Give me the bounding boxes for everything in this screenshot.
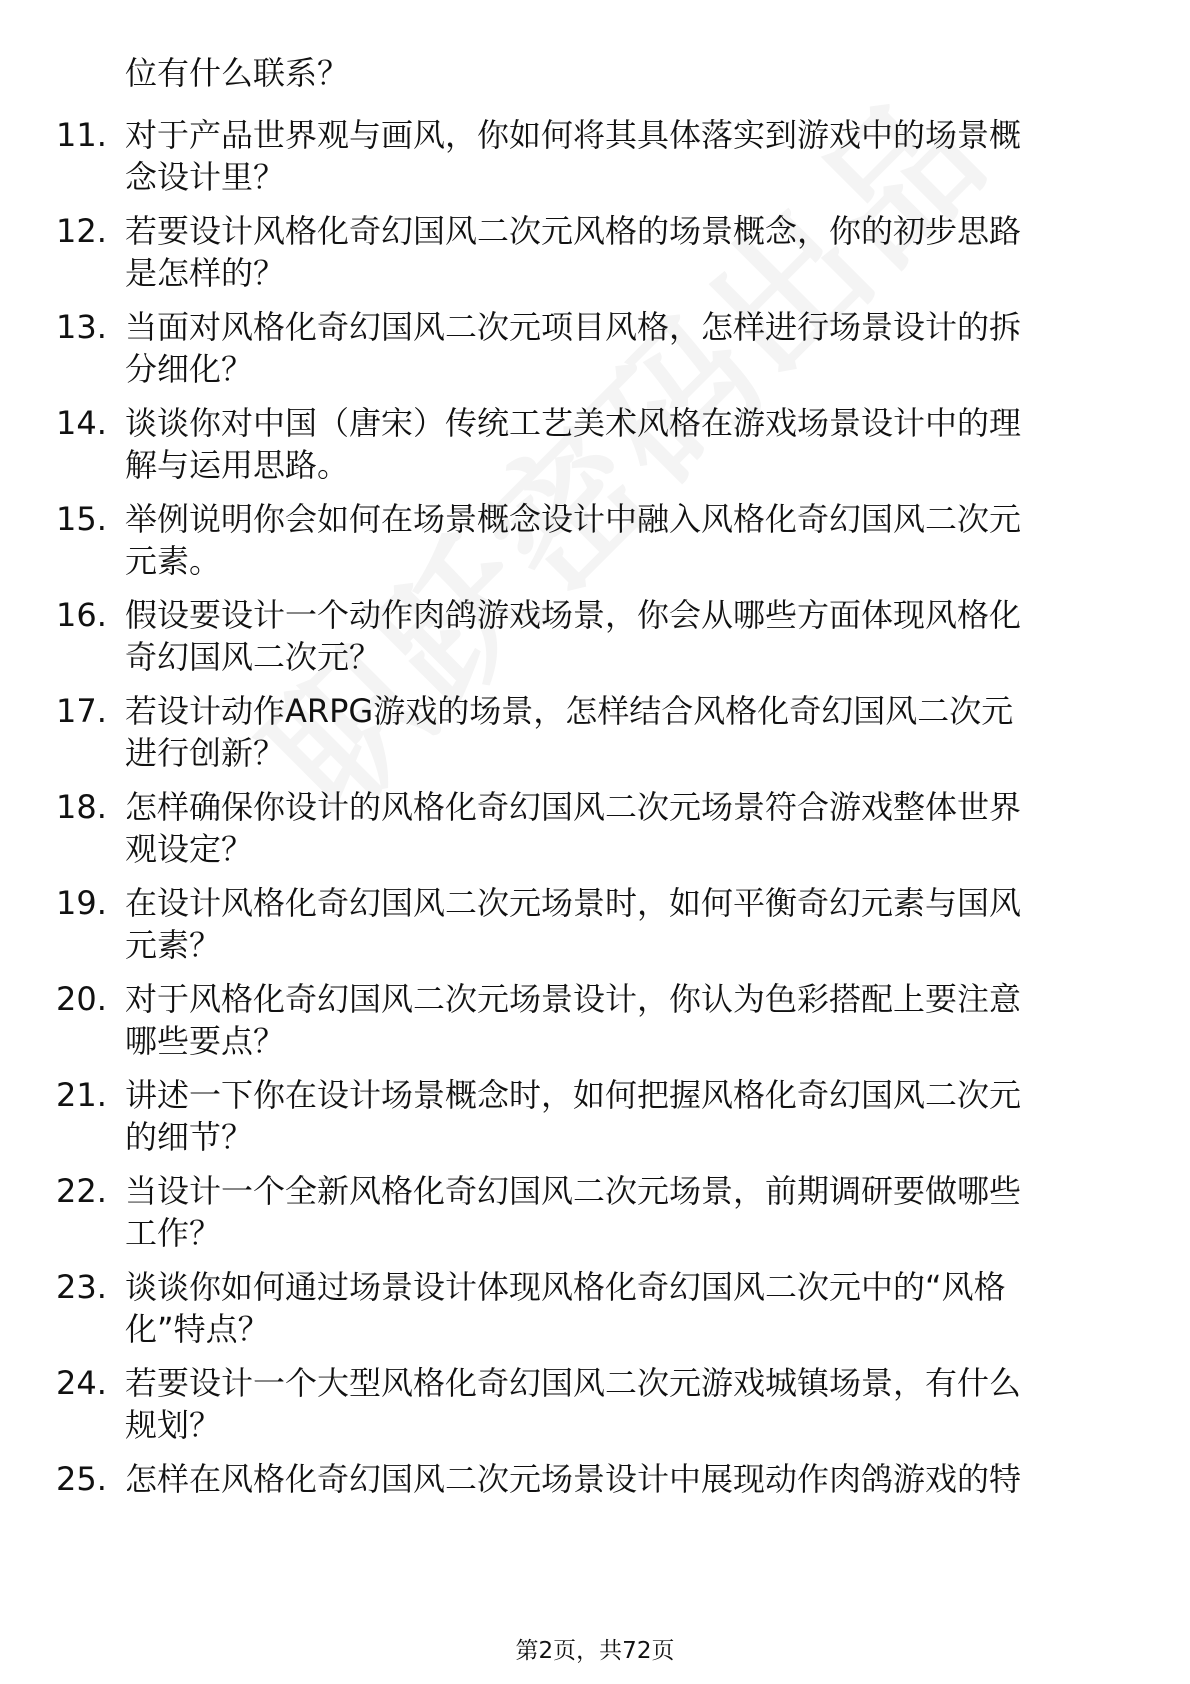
question-text: 举例说明你会如何在场景概念设计中融入风格化奇幻国风二次元 元素。 [125, 500, 1022, 580]
question-number: 17. [56, 692, 107, 730]
question-number: 22. [56, 1172, 107, 1210]
question-text: 对于风格化奇幻国风二次元场景设计，你认为色彩搭配上要注意 哪些要点？ [125, 980, 1022, 1060]
question-text: 讲述一下你在设计场景概念时，如何把握风格化奇幻国风二次元 的细节？ [125, 1076, 1022, 1156]
question-item [0, 306, 1190, 402]
question-text: 怎样在风格化奇幻国风二次元场景设计中展现动作肉鸽游戏的特 [125, 1460, 1022, 1498]
question-item [0, 1266, 1190, 1362]
question-number: 12. [56, 212, 107, 250]
question-item [0, 210, 1190, 306]
question-item [0, 978, 1190, 1074]
question-number: 18. [56, 788, 107, 826]
question-text: 假设要设计一个动作肉鸽游戏场景，你会从哪些方面体现风格化 奇幻国风二次元？ [125, 596, 1022, 676]
question-number: 16. [56, 596, 107, 634]
question-text: 怎样确保你设计的风格化奇幻国风二次元场景符合游戏整体世界 观设定？ [125, 788, 1022, 868]
question-number: 14. [56, 404, 107, 442]
question-list [0, 114, 1190, 1554]
question-text: 谈谈你如何通过场景设计体现风格化奇幻国风二次元中的“风格 化”特点？ [125, 1268, 1006, 1348]
question-number: 24. [56, 1364, 107, 1402]
question-item [0, 1170, 1190, 1266]
question-item [0, 690, 1190, 786]
question-number: 25. [56, 1460, 107, 1498]
question-text: 若要设计风格化奇幻国风二次元风格的场景概念，你的初步思路 是怎样的？ [125, 212, 1022, 292]
question-number: 21. [56, 1076, 107, 1114]
question-number: 20. [56, 980, 107, 1018]
question-text: 当面对风格化奇幻国风二次元项目风格，怎样进行场景设计的拆 分细化？ [125, 308, 1022, 388]
question-item [0, 1458, 1190, 1554]
question-text: 在设计风格化奇幻国风二次元场景时，如何平衡奇幻元素与国风 元素？ [125, 884, 1022, 964]
question-item [0, 1074, 1190, 1170]
question-text: 当设计一个全新风格化奇幻国风二次元场景，前期调研要做哪些 工作？ [125, 1172, 1022, 1252]
question-item [0, 594, 1190, 690]
question-number: 15. [56, 500, 107, 538]
question-text: 若要设计一个大型风格化奇幻国风二次元游戏城镇场景，有什么 规划？ [125, 1364, 1022, 1444]
question-text: 若设计动作ARPG游戏的场景，怎样结合风格化奇幻国风二次元 进行创新？ [125, 692, 1014, 772]
question-text: 谈谈你对中国（唐宋）传统工艺美术风格在游戏场景设计中的理 解与运用思路。 [125, 404, 1022, 484]
question-number: 19. [56, 884, 107, 922]
page-footer: 第2页，共72页 [515, 1638, 675, 1664]
question-number: 13. [56, 308, 107, 346]
question-item [0, 882, 1190, 978]
question-item [0, 114, 1190, 210]
question-number: 23. [56, 1268, 107, 1306]
question-text: 对于产品世界观与画风，你如何将其具体落实到游戏中的场景概 念设计里？ [125, 116, 1022, 196]
question-number: 11. [56, 116, 107, 154]
question-item [0, 1362, 1190, 1458]
question-item [0, 402, 1190, 498]
question-item [0, 498, 1190, 594]
question-item [0, 786, 1190, 882]
continuation-text: 位有什么联系？ [125, 54, 350, 92]
